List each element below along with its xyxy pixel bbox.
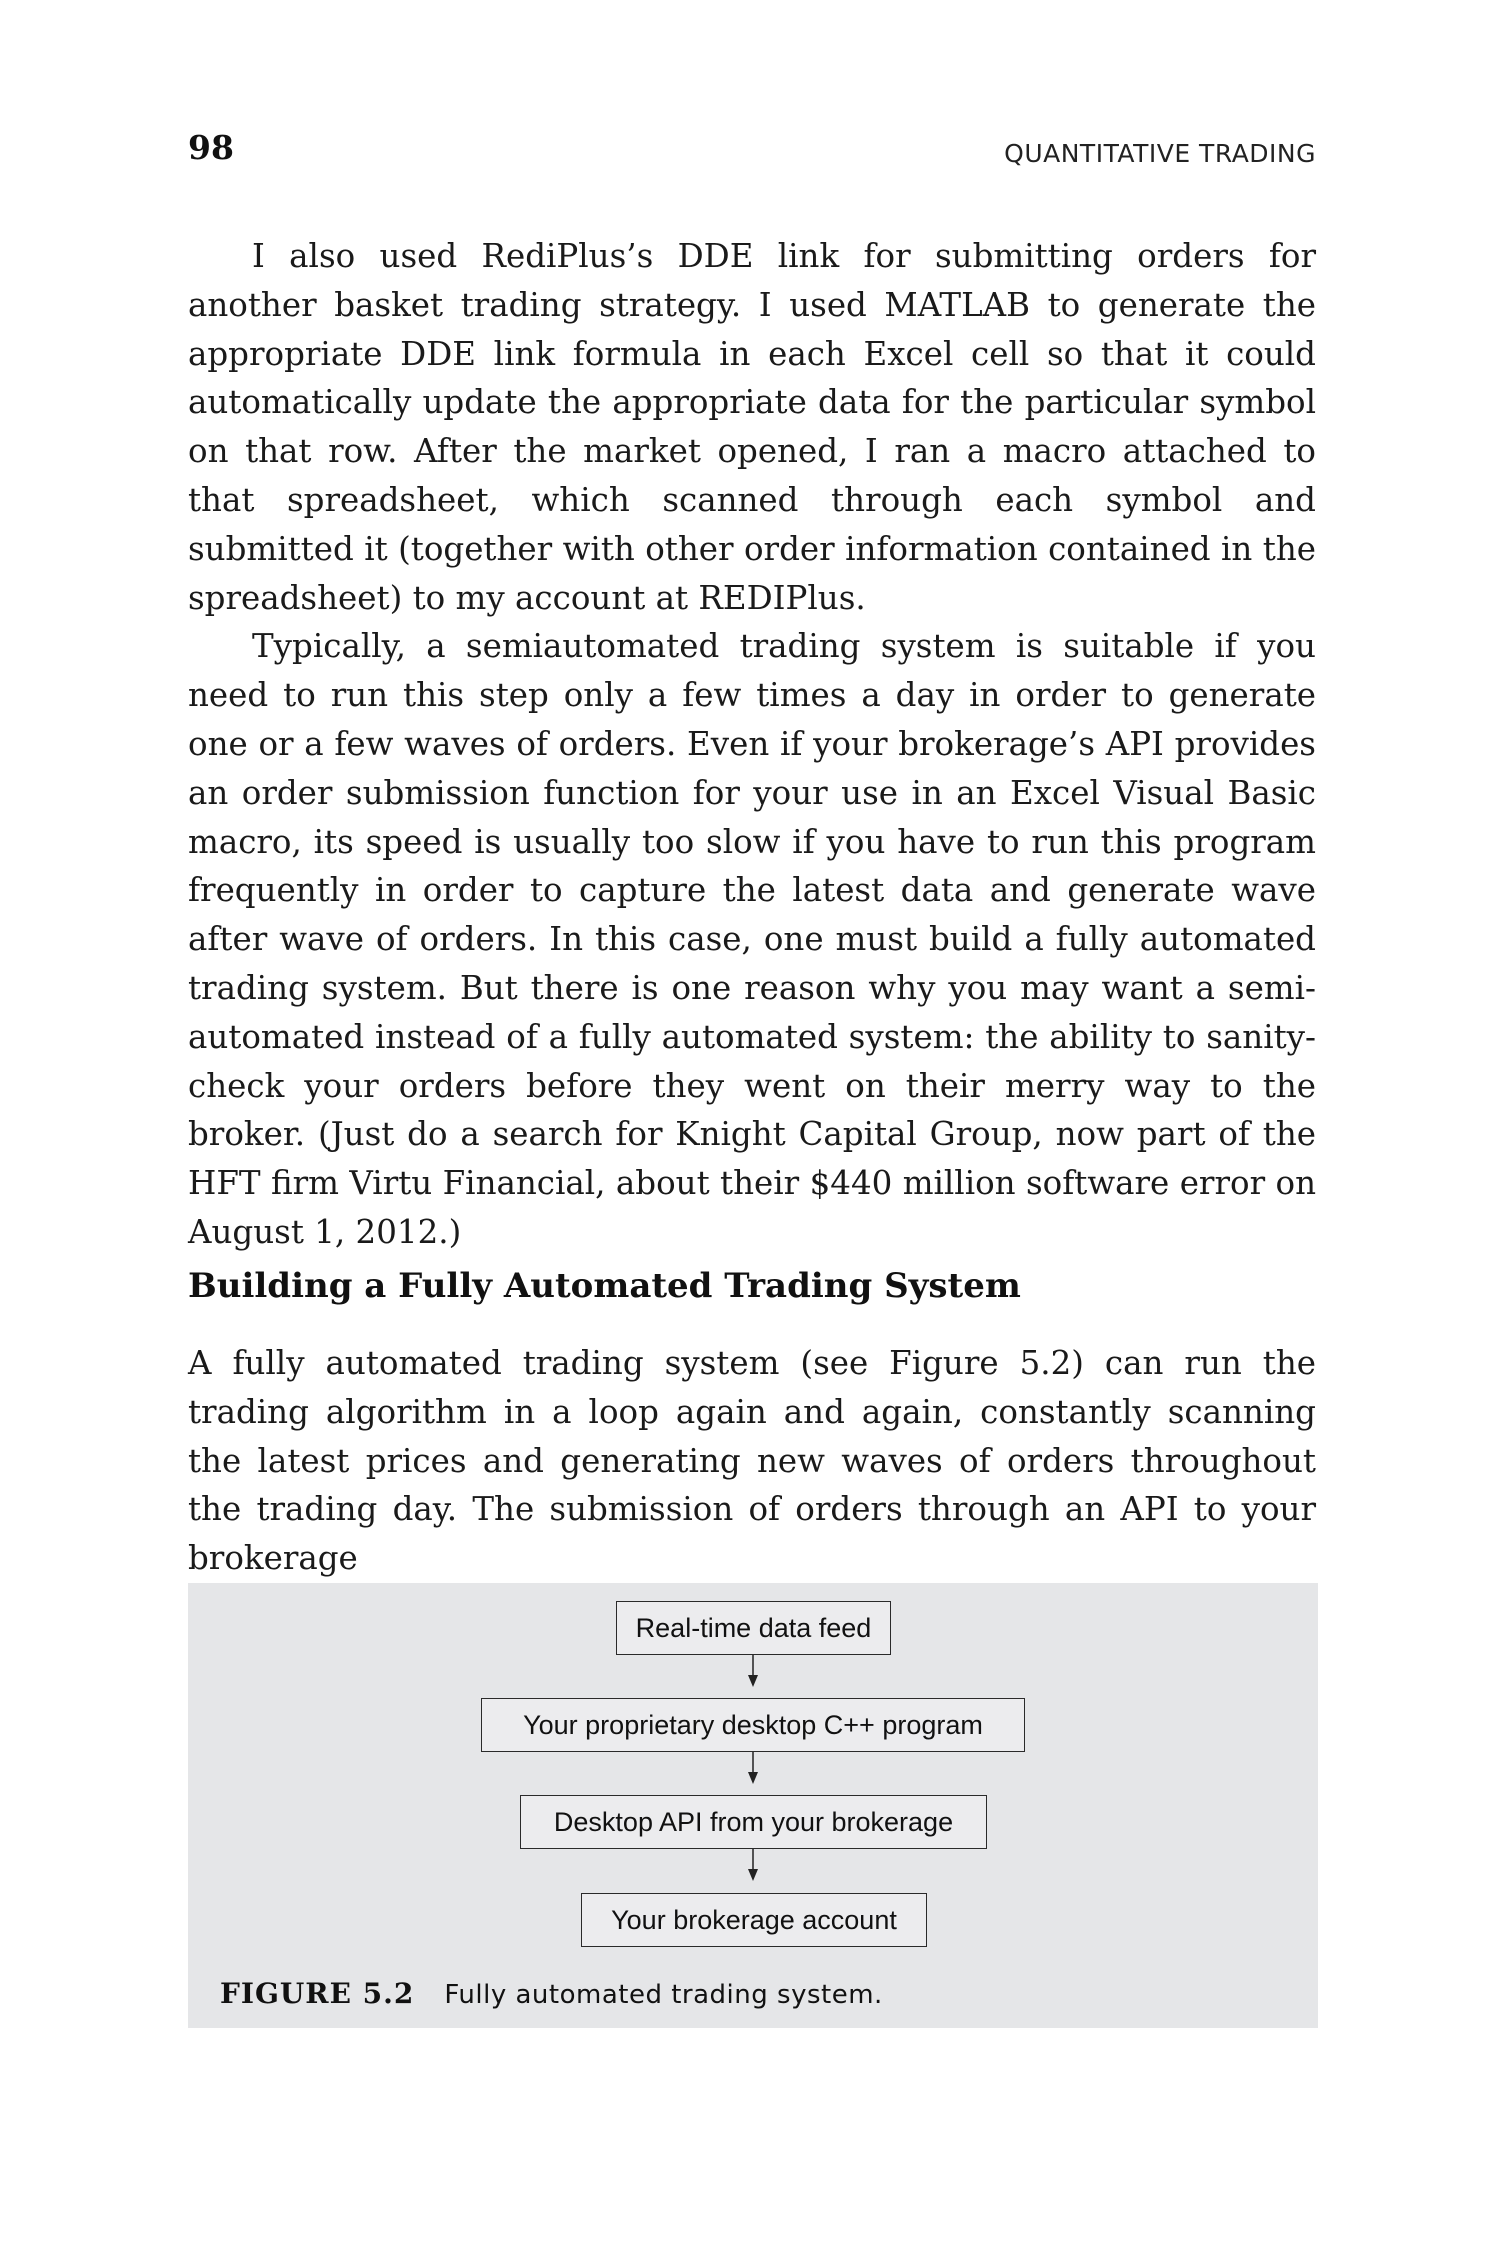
flow-box-brokerage-account: Your brokerage account [581, 1893, 927, 1947]
figure-5-2 [188, 1583, 1318, 2028]
flow-box-desktop-api: Desktop API from your brokerage [520, 1795, 987, 1849]
figure-caption [220, 1977, 883, 2010]
paragraph-fully-automated: A fully automated trading system (see Figure 5.2) can run the trading algorithm in a loop again and again, constantly scanning the latest prices and generating new waves of orders throughout the trading day. The submission of orders through an API to your brokerage [188, 1344, 1316, 1578]
body-text [188, 232, 1316, 1257]
running-head: QUANTITATIVE TRADING [1004, 139, 1316, 168]
figure-caption-label: FIGURE 5.2 [220, 1977, 415, 2010]
figure-caption-text: Fully automated trading system. [444, 1980, 883, 2010]
arrow-1 [748, 1654, 758, 1687]
section-body-text [188, 1339, 1316, 1583]
paragraph-semiautomated: Typically, a semiautomated trading system is suitable if you need to run this step only a few times a day in order to generate one or a few waves of orders. Even if your brokerage’s API provides an order submission function for your use in an Excel Visual Basic macro, its speed is usually too slow if you have to run this program frequently in order to capture the latest data and generate wave after wave of orders. In this case, one must build a fully automated trading system. But there is one reason why you may want a semi-automated instead of a fully automated system: the ability to sanity-check your orders before they went on their merry way to the broker. (Just do a search for Knight Capital Group, now part of the HFT firm Virtu Financial, about their $440 million software error on August 1, 2012.) [188, 627, 1316, 1251]
arrow-3 [748, 1849, 758, 1881]
paragraph-rediplus-dde: I also used RediPlus’s DDE link for submitting orders for another basket trading strategy. I used MATLAB to generate the appropriate DDE link formula in each Excel cell so that it could automatically update the appropriate data for the particular symbol on that row. After the market opened, I ran a macro attached to that spreadsheet, which scanned through each symbol and submitted it (together with other order information contained in the spreadsheet) to my account at REDIPlus. [188, 237, 1316, 617]
section-heading: Building a Fully Automated Trading System [188, 1266, 1021, 1306]
arrow-2 [748, 1752, 758, 1784]
page-number: 98 [188, 128, 234, 167]
flow-box-data-feed: Real-time data feed [616, 1601, 891, 1655]
flow-box-cpp-program: Your proprietary desktop C++ program [481, 1698, 1025, 1752]
